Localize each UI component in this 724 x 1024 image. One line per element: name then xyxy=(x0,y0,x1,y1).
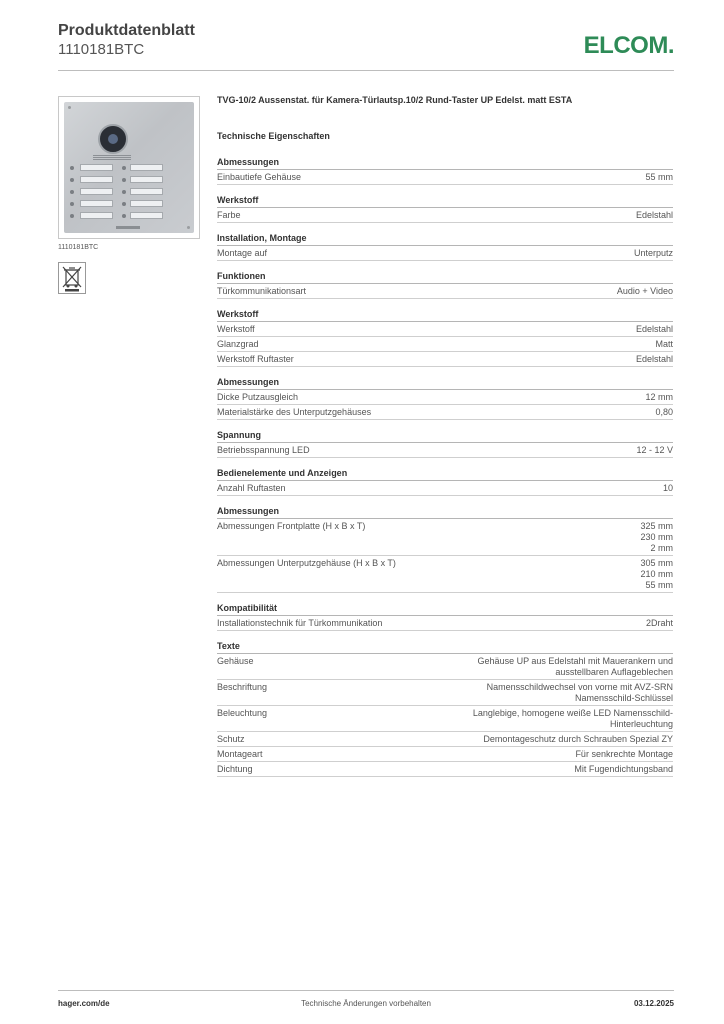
property-label: Installationstechnik für Türkommunikation xyxy=(217,618,383,628)
property-label: Farbe xyxy=(217,210,241,220)
property-value-line: 2Draht xyxy=(645,618,673,628)
property-value-line: Für senkrechte Montage xyxy=(575,749,673,759)
property-value-line: Edelstahl xyxy=(635,354,673,364)
property-row xyxy=(217,170,673,185)
footer-website: hager.com/de xyxy=(58,999,110,1008)
property-row xyxy=(217,322,673,337)
properties-title: Technische Eigenschaften xyxy=(217,131,330,141)
property-row xyxy=(217,654,673,680)
property-value xyxy=(646,618,673,629)
property-value-line: 0,80 xyxy=(655,407,673,417)
property-value-line: Mit Fugendichtungsband xyxy=(574,764,673,774)
property-row xyxy=(217,443,673,458)
property-label: Abmessungen Unterputzgehäuse (H x B x T) xyxy=(217,558,396,568)
property-label: Montage auf xyxy=(217,248,268,258)
property-value xyxy=(575,749,673,760)
bell-button-row xyxy=(70,188,188,196)
section-heading: Abmessungen xyxy=(217,377,673,390)
property-label: Betriebsspannung LED xyxy=(217,445,310,455)
property-row xyxy=(217,706,673,732)
property-section xyxy=(217,641,673,777)
property-label: Anzahl Ruftasten xyxy=(217,483,286,493)
property-row xyxy=(217,556,673,593)
property-row xyxy=(217,390,673,405)
document-title: Produktdatenblatt xyxy=(58,22,195,39)
weee-crossed-bin-icon xyxy=(58,262,86,294)
property-label: Dichtung xyxy=(217,764,253,774)
section-heading: Abmessungen xyxy=(217,506,673,519)
product-details xyxy=(217,95,673,787)
section-heading: Funktionen xyxy=(217,271,673,284)
image-caption: 1110181BTC xyxy=(58,244,99,251)
property-row xyxy=(217,616,673,631)
property-value-line: 55 mm xyxy=(645,172,673,182)
property-row xyxy=(217,337,673,352)
property-label: Glanzgrad xyxy=(217,339,259,349)
property-value xyxy=(655,407,673,418)
property-section xyxy=(217,377,673,420)
property-value-line: 305 mm xyxy=(640,558,673,568)
property-label: Werkstoff Ruftaster xyxy=(217,354,294,364)
property-value-line: Gehäuse UP aus Edelstahl mit Mauerankern und xyxy=(477,656,673,666)
property-row xyxy=(217,405,673,420)
property-value xyxy=(636,210,673,221)
property-row xyxy=(217,481,673,496)
property-value xyxy=(617,286,673,297)
property-label: Werkstoff xyxy=(217,324,255,334)
article-number: 1110181BTC xyxy=(58,41,145,58)
property-value-line: Edelstahl xyxy=(635,324,673,334)
property-value xyxy=(640,558,673,591)
section-heading: Abmessungen xyxy=(217,157,673,170)
property-label: Montageart xyxy=(217,749,263,759)
property-value xyxy=(645,392,673,403)
property-value-line: Namensschild-Schlüssel xyxy=(574,693,673,703)
property-value-line: 325 mm xyxy=(640,521,673,531)
property-value-line: 2 mm xyxy=(650,543,673,553)
property-row xyxy=(217,732,673,747)
property-value-line: Matt xyxy=(655,339,673,349)
property-row xyxy=(217,747,673,762)
property-value xyxy=(636,354,673,365)
property-label: Abmessungen Frontplatte (H x B x T) xyxy=(217,521,366,531)
property-row xyxy=(217,284,673,299)
property-value-line: 10 xyxy=(662,483,673,493)
product-description: TVG-10/2 Aussenstat. für Kamera-Türlautsp.10/2 Rund-Taster UP Edelst. matt ESTA xyxy=(217,95,573,105)
property-label: Beleuchtung xyxy=(217,708,268,718)
property-section xyxy=(217,157,673,185)
property-value-line: ausstellbaren Auflageblechen xyxy=(555,667,673,677)
property-value xyxy=(645,172,673,183)
property-row xyxy=(217,246,673,261)
property-section xyxy=(217,309,673,367)
page-footer xyxy=(58,990,674,1008)
property-value xyxy=(636,324,673,335)
property-value-line: Langlebige, homogene weiße LED Namensschild- xyxy=(472,708,673,718)
property-value xyxy=(478,656,673,678)
property-value xyxy=(487,682,673,704)
property-label: Beschriftung xyxy=(217,682,268,692)
property-value-line: 230 mm xyxy=(640,532,673,542)
property-value-line: 12 mm xyxy=(645,392,673,402)
property-value-line: Demontageschutz durch Schrauben Spezial ZY xyxy=(483,734,673,744)
property-value-line: Unterputz xyxy=(633,248,673,258)
camera-icon xyxy=(98,124,128,154)
property-label: Schutz xyxy=(217,734,245,744)
section-heading: Kompatibilität xyxy=(217,603,673,616)
property-label: Dicke Putzausgleich xyxy=(217,392,299,402)
property-value-line: 55 mm xyxy=(645,580,673,590)
property-row xyxy=(217,762,673,777)
section-heading: Werkstoff xyxy=(217,309,673,322)
property-value-line: Audio + Video xyxy=(616,286,673,296)
brand-logo: ELCOM. xyxy=(583,32,674,59)
property-sections xyxy=(217,157,673,777)
section-heading: Texte xyxy=(217,641,673,654)
property-value-line: Hinterleuchtung xyxy=(609,719,673,729)
property-row xyxy=(217,519,673,556)
door-station-plate xyxy=(64,102,194,233)
product-image xyxy=(58,96,200,239)
property-row xyxy=(217,352,673,367)
property-value xyxy=(636,445,673,456)
property-label: Türkommunikationsart xyxy=(217,286,307,296)
bell-button-row xyxy=(70,200,188,208)
property-section xyxy=(217,468,673,496)
property-row xyxy=(217,208,673,223)
section-heading: Installation, Montage xyxy=(217,233,673,246)
property-label: Materialstärke des Unterputzgehäuses xyxy=(217,407,372,417)
property-section xyxy=(217,233,673,261)
section-heading: Bedienelemente und Anzeigen xyxy=(217,468,673,481)
property-value-line: 210 mm xyxy=(640,569,673,579)
property-value xyxy=(655,339,673,350)
property-section xyxy=(217,271,673,299)
property-value-line: Namensschildwechsel von vorne mit AVZ-SRN xyxy=(486,682,673,692)
property-value xyxy=(473,708,673,730)
property-section xyxy=(217,506,673,593)
property-value xyxy=(663,483,673,494)
property-value xyxy=(483,734,673,745)
section-heading: Werkstoff xyxy=(217,195,673,208)
property-value xyxy=(574,764,673,775)
property-row xyxy=(217,680,673,706)
property-value-line: 12 - 12 V xyxy=(636,445,673,455)
property-label: Einbautiefe Gehäuse xyxy=(217,172,302,182)
bell-button-row xyxy=(70,176,188,184)
property-section xyxy=(217,430,673,458)
property-section xyxy=(217,195,673,223)
property-value xyxy=(640,521,673,554)
property-section xyxy=(217,603,673,631)
page-header xyxy=(58,20,674,71)
bell-button-row xyxy=(70,164,188,172)
footer-notice: Technische Änderungen vorbehalten xyxy=(301,999,431,1008)
bell-button-row xyxy=(70,212,188,220)
section-heading: Spannung xyxy=(217,430,673,443)
property-label: Gehäuse xyxy=(217,656,254,666)
property-value-line: Edelstahl xyxy=(635,210,673,220)
property-value xyxy=(634,248,673,259)
footer-date: 03.12.2025 xyxy=(633,999,674,1008)
